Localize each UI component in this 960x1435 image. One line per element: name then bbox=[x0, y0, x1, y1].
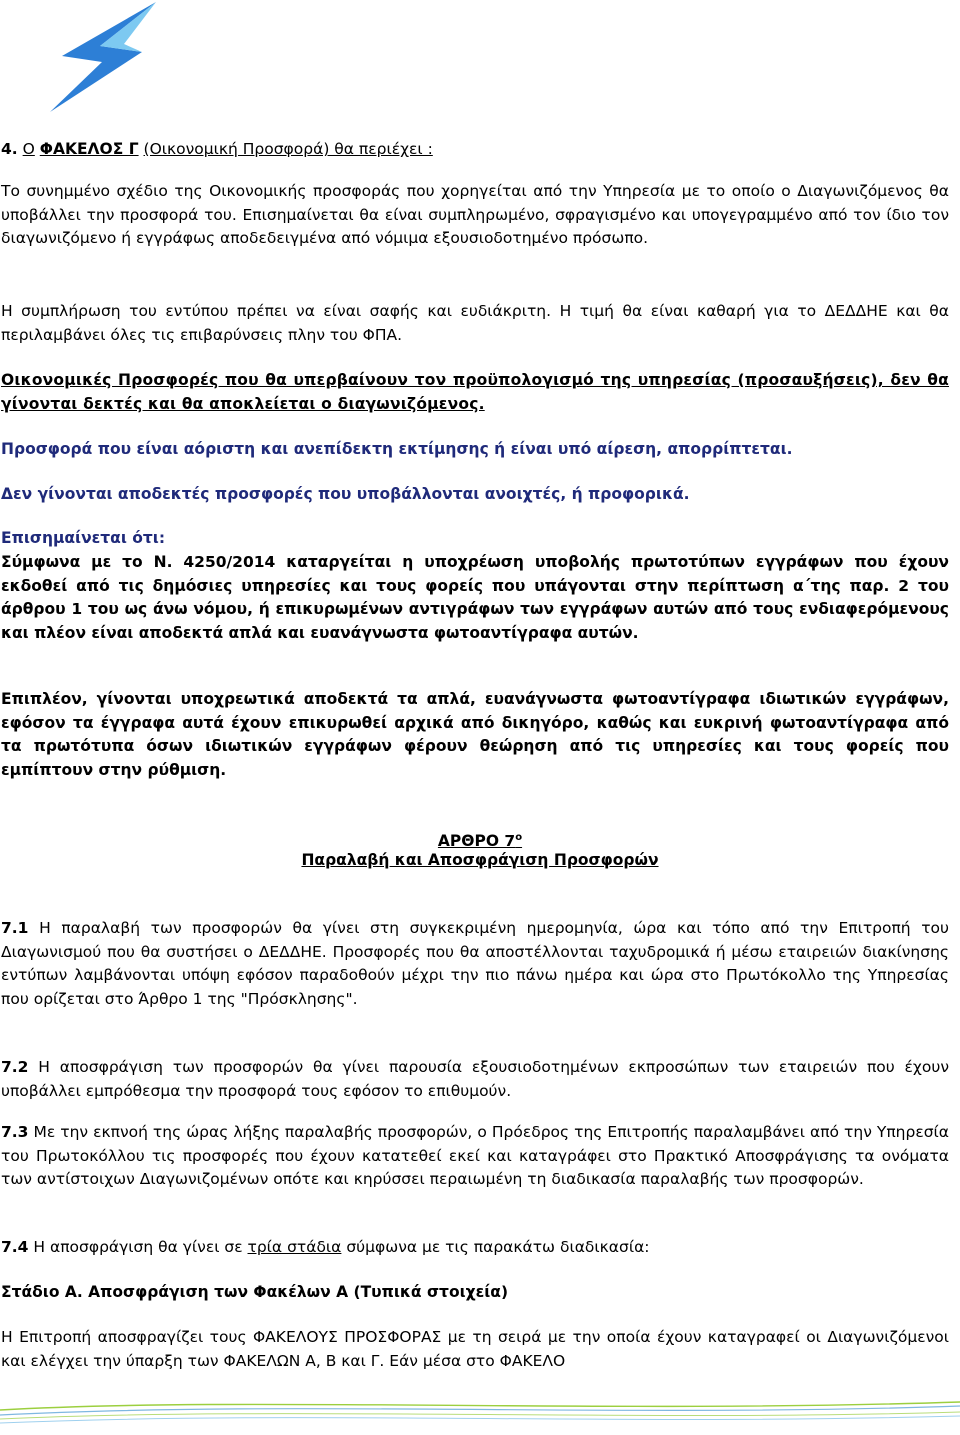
article-item-7-4 bbox=[1, 1236, 949, 1260]
item-text-post: σύμφωνα με τις παρακάτω διαδικασία: bbox=[346, 1238, 650, 1256]
item-text-pre: Η αποσφράγιση θα γίνει σε bbox=[33, 1238, 243, 1256]
article-item-7-3 bbox=[1, 1121, 949, 1192]
paragraph-form-completion: Η συμπλήρωση του εντύπου πρέπει να είναι σαφής και ευδιάκριτη. Η τιμή θα είναι καθαρή για το ΔΕΔΔΗΕ και θα περιλαμβάνει όλες τις επιβαρύνσεις πλην του ΦΠΑ. bbox=[1, 302, 949, 344]
stage-a-title: Στάδιο Α. Αποσφράγιση των Φακέλων Α (Τυπικά στοιχεία) bbox=[1, 1283, 509, 1301]
section-heading bbox=[1, 138, 949, 162]
paragraph-open-offers: Δεν γίνονται αποδεκτές προσφορές που υποβάλλονται ανοιχτές, ή προφορικά. bbox=[1, 485, 690, 503]
note-title: Επισημαίνεται ότι: bbox=[1, 529, 166, 547]
heading-rest: (Οικονομική Προσφορά) θα περιέχει : bbox=[143, 140, 433, 158]
article-subtitle: Παραλαβή και Αποσφράγιση Προσφορών bbox=[301, 851, 659, 869]
article-item-7-1 bbox=[1, 917, 949, 1011]
item-number: 7.3 bbox=[1, 1123, 29, 1141]
item-number: 7.2 bbox=[1, 1058, 29, 1076]
note-body: Σύμφωνα με το Ν. 4250/2014 καταργείται η υποχρέωση υποβολής πρωτοτύπων εγγράφων που έχουν εκδοθεί από τις δημόσιες υπηρεσίες και τους φορείς που υπάγονται στην περίπτωση α΄της παρ. 2 του άρθρου 1 του ως άνω νόμου, ή επικυρωμένων αντιγράφων των εγγράφων αυτών από τους ενδιαφερόμενους και πλέον είναι αποδεκτά απλά και ευανάγνωστα φωτοαντίγραφα αυτών. bbox=[1, 553, 949, 642]
heading-number: 4. bbox=[1, 140, 18, 158]
article-item-7-2 bbox=[1, 1056, 949, 1103]
paragraph-budget-excess: Οικονομικές Προσφορές που θα υπερβαίνουν τον προϋπολογισμό της υπηρεσίας (προσαυξήσεις), δεν θα γίνονται δεκτές και θα αποκλείεται ο διαγωνιζόμενος. bbox=[1, 371, 949, 413]
item-text: Με την εκπνοή της ώρας λήξης παραλαβής προσφορών, ο Πρόεδρος της Επιτροπής παραλαμβάνει από την Υπηρεσία του Πρωτοκόλλου τις προσφορές που έχουν κατατεθεί εκεί και καταγράφει στο Πρακτικό Αποσφράγισης τα ονόματα των αντίστοιχων Διαγωνιζομένων οπότε και κηρύσσει περαιωμένη τη διαδικασία παραλαβής των προσφορών. bbox=[1, 1123, 949, 1188]
paragraph-private-documents: Επιπλέον, γίνονται υποχρεωτικά αποδεκτά τα απλά, ευανάγνωστα φωτοαντίγραφα ιδιωτικών εγγράφων, εφόσον τα έγγραφα αυτά έχουν επικυρωθεί αρχικά από δικηγόρο, καθώς και ευκρινή φωτοαντίγραφα από τα πρωτότυπα όσων ιδιωτικών εγγράφων φέρουν θεώρηση από τις υπηρεσίες και τους φορείς που εμπίπτουν στην ρύθμιση. bbox=[1, 690, 949, 779]
article-title-sup: ο bbox=[515, 832, 523, 843]
heading-fakelos: ΦΑΚΕΛΟΣ Γ bbox=[39, 140, 139, 158]
stage-a-text: Η Επιτροπή αποσφραγίζει τους ΦΑΚΕΛΟΥΣ ΠΡΟΣΦΟΡΑΣ με τη σειρά με την οποία έχουν καταγραφεί οι Διαγωνιζόμενοι και ελέγχει την ύπαρξη των ΦΑΚΕΛΩΝ Α, Β και Γ. Εάν μέσα στο ΦΑΚΕΛΟ bbox=[1, 1328, 949, 1370]
heading-o: Ο bbox=[22, 140, 35, 158]
article-title-main: ΑΡΘΡΟ 7 bbox=[437, 832, 516, 851]
item-text: Η παραλαβή των προσφορών θα γίνει στη συγκεκριμένη ημερομηνία, ώρα και τόπο από την Επιτροπή του Διαγωνισμού που θα συστήσει ο ΔΕΔΔΗΕ. Προσφορές που θα αποστέλλονται ταχυδρομικά ή μέσω εταιρειών διακίνησης εντύπων λαμβάνονται υπόψη εφόσον παραδοθούν μέχρι την πιο πάνω ημέρα και ώρα στο Πρωτόκολλο της Υπηρεσίας που ορίζεται στο Άρθρο 1 της "Πρόσκλησης". bbox=[1, 919, 950, 1008]
paragraph-vague-offer: Προσφορά που είναι αόριστη και ανεπίδεκτη εκτίμησης ή είναι υπό αίρεση, απορρίπτεται. bbox=[1, 440, 793, 458]
item-number: 7.1 bbox=[1, 919, 29, 937]
three-stages-link[interactable]: τρία στάδια bbox=[247, 1238, 342, 1256]
item-number: 7.4 bbox=[1, 1238, 29, 1256]
item-text: Η αποσφράγιση των προσφορών θα γίνει παρουσία εξουσιοδοτημένων εκπροσώπων των εταιρειών που έχουν υποβάλλει εμπρόθεσμα την προσφορά τους εφόσον το επιθυμούν. bbox=[1, 1058, 949, 1100]
footer-decoration bbox=[0, 1388, 960, 1428]
paragraph-sample-form: Το συνημμένο σχέδιο της Οικονομικής προσφοράς που χορηγείται από την Υπηρεσία με το οποίο ο Διαγωνιζόμενος θα υποβάλλει την προσφορά του. Επισημαίνεται θα είναι συμπληρωμένο, σφραγισμένο και υπογεγραμμένο από τον ίδιο τον διαγωνιζόμενο ή εγγράφως αποδεδειγμένα από νόμιμα εξουσιοδοτημένο πρόσωπο. bbox=[1, 182, 949, 247]
